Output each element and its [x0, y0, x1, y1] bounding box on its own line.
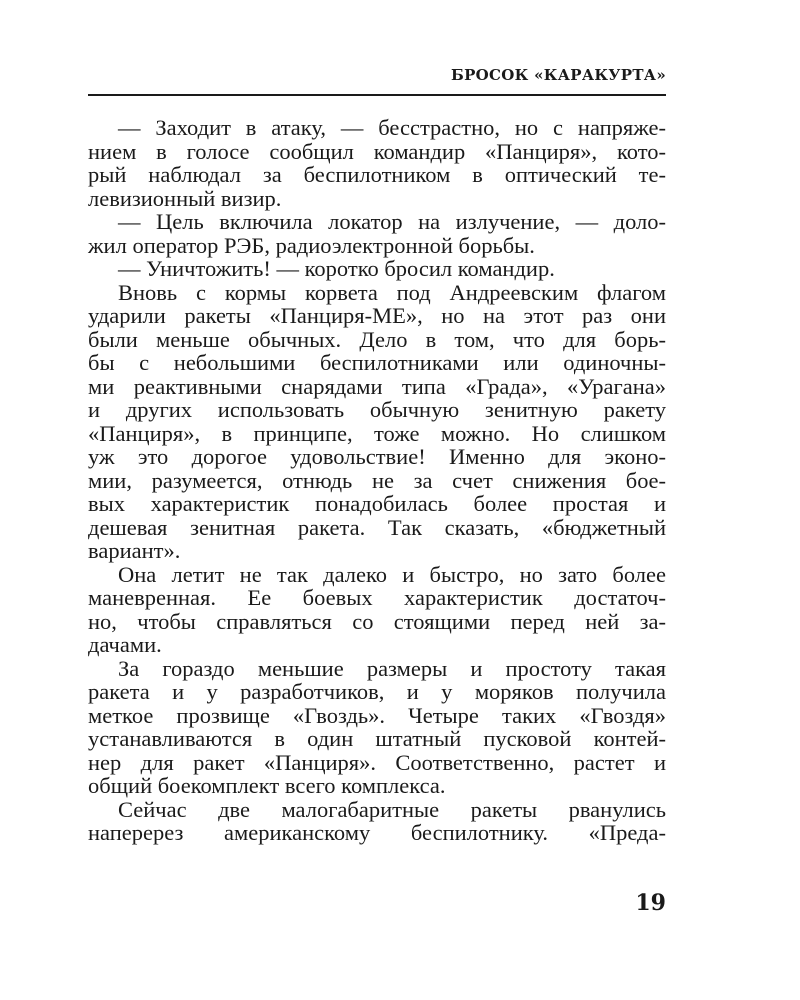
text-line: ракета и у разработчиков, и у моряков получила [88, 679, 666, 704]
body-text [88, 116, 666, 845]
text-line: «Панциря», в принципе, тоже можно. Но слишком [88, 420, 666, 446]
header-rule [88, 94, 666, 96]
text-line: — Заходит в атаку, — бесстрастно, но с напряже- [118, 115, 666, 140]
text-line: дешевая зенитная ракета. Так сказать, «бюджетный [88, 514, 666, 540]
text-line: Она летит не так далеко и быстро, но зато более [118, 561, 666, 587]
text-line: устанавливаются в один штатный пусковой контей- [88, 726, 666, 751]
text-line: нием в голосе сообщил командир «Панциря», кото- [88, 138, 666, 164]
text-line: — Цель включила локатор на излучение, — доло- [118, 209, 666, 234]
text-line: мии, разумеется, отнюдь не за счет снижения боe- [88, 467, 666, 493]
text-line: Сейчас две малогабаритные ракеты рванулись [118, 796, 666, 822]
text-line: ми реактивными снарядами типа «Града», «Урагана» [88, 373, 666, 399]
text-line: вых характеристик понадобилась более простая и [88, 491, 666, 516]
text-line: меткое прозвище «Гвоздь». Четыре таких «Гвоздя» [88, 702, 666, 728]
text-line: уж это дорогое удовольствие! Именно для эконо- [88, 444, 666, 469]
text-line: дачами. [88, 632, 162, 657]
running-header: БРОСОК «КАРАКУРТА» [450, 66, 666, 84]
text-line: вариант». [88, 538, 181, 563]
text-line: — Уничтожить! — коротко бросил командир. [118, 256, 555, 281]
page-number: 19 [635, 890, 666, 916]
text-line: Вновь с кормы корвета под Андреевским флагом [118, 279, 666, 305]
text-line: наперерез американскому беспилотнику. «Преда- [88, 820, 666, 845]
text-line: жил оператор РЭБ, радиоэлектронной борьбы. [88, 232, 535, 258]
text-line: маневренная. Ее боевых характеристик достаточ- [88, 585, 666, 610]
text-line: За гораздо меньшие размеры и простоту такая [118, 655, 666, 681]
text-line: ударили ракеты «Панциря-МЕ», но на этот раз они [88, 303, 666, 328]
text-line: были меньше обычных. Дело в том, что для борь- [88, 326, 666, 352]
text-line: левизионный визир. [88, 185, 282, 211]
text-line: но, чтобы справляться со стоящими перед ней за- [88, 608, 666, 634]
text-line: и других использовать обычную зенитную ракету [88, 397, 666, 422]
text-line: рый наблюдал за беспилотником в оптический те- [88, 162, 666, 187]
text-line: бы с небольшими беспилотниками или одиночны- [88, 350, 666, 375]
text-line: нер для ракет «Панциря». Соответственно, растет и [88, 749, 666, 775]
text-line: общий боекомплект всего комплекса. [88, 773, 446, 798]
